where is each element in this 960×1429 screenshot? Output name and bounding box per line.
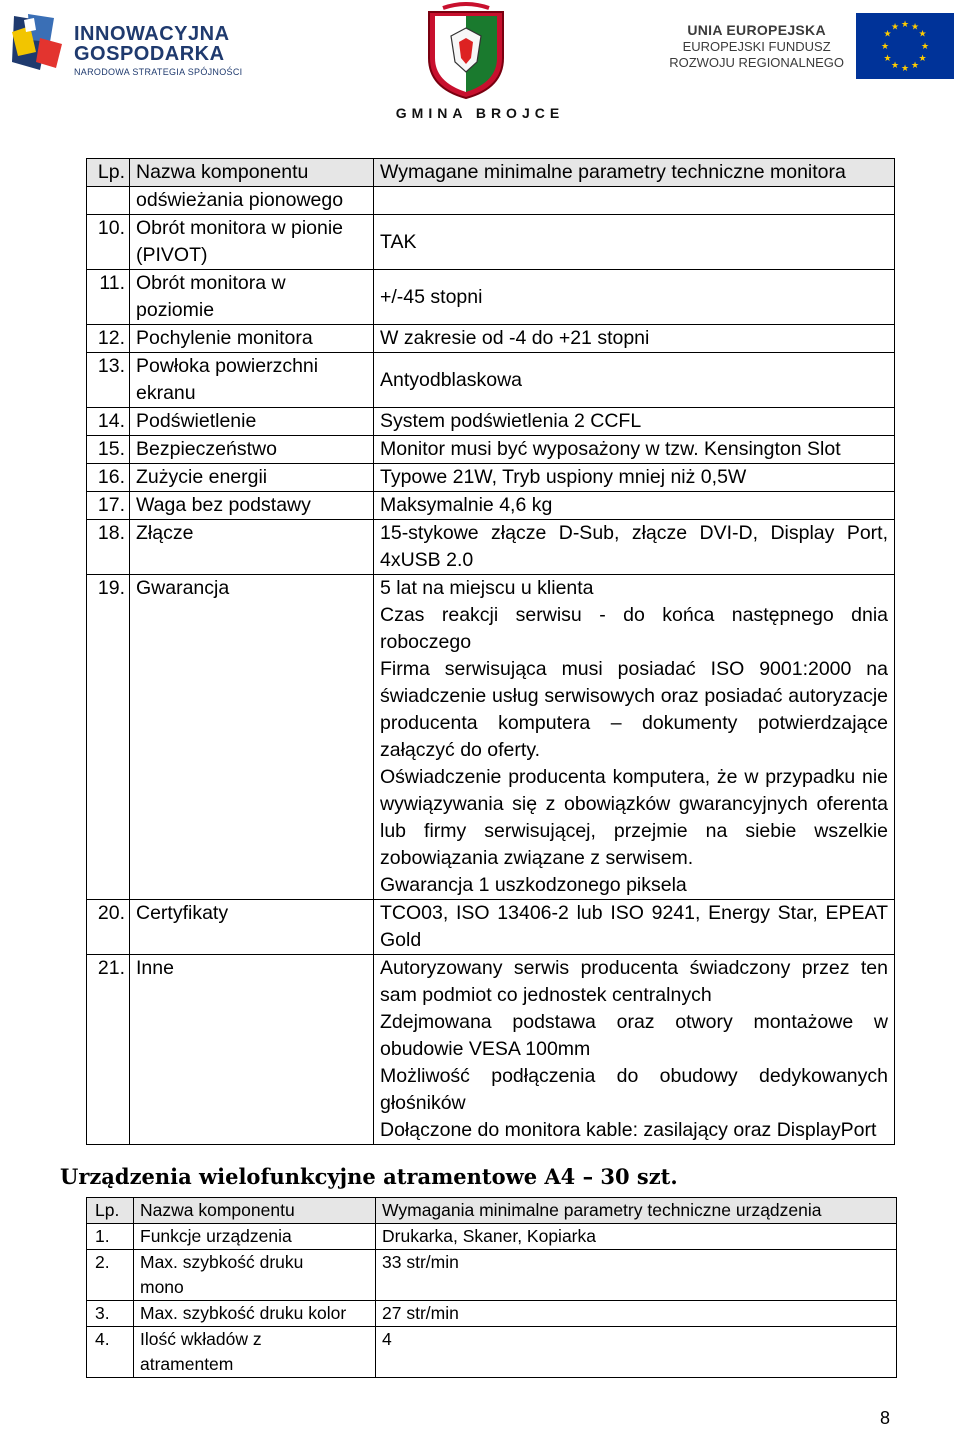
table-row	[87, 1301, 897, 1327]
gmina-caption: GMINA BROJCE	[395, 105, 565, 121]
table-row	[87, 1250, 897, 1301]
row-name: Obrót monitora w poziomie	[130, 270, 374, 325]
table-row	[87, 353, 895, 408]
table-row	[87, 520, 895, 575]
row-lp: 17.	[87, 492, 130, 520]
row-name: Zużycie energii	[130, 464, 374, 492]
row-lp: 12.	[87, 325, 130, 353]
value-paragraph: Zdejmowana podstawa oraz otwory montażowe w obudowie VESA 100mm	[380, 1011, 888, 1060]
innowacyjna-gospodarka-logo	[10, 12, 250, 78]
eu-line-2: EUROPEJSKI FUNDUSZ	[682, 39, 831, 54]
table-row	[87, 215, 895, 270]
row-value: W zakresie od -4 do +21 stopni	[374, 325, 895, 353]
row-name: Powłoka powierzchni ekranu	[130, 353, 374, 408]
row-lp: 20.	[87, 900, 130, 955]
value-paragraph: Dołączone do monitora kable: zasilający oraz DisplayPort	[380, 1119, 877, 1141]
row-name: Max. szybkość druku kolor	[134, 1301, 376, 1327]
row-lp: 15.	[87, 436, 130, 464]
row-lp	[87, 187, 130, 215]
row-value	[374, 575, 895, 900]
value-paragraph: 5 lat na miejscu u klienta	[380, 577, 594, 599]
table-row	[87, 900, 895, 955]
value-paragraph: Firma serwisująca musi posiadać ISO 9001:2000 na świadczenie usług serwisowych oraz posiadać autoryzacje producenta komputera – dokumenty potwierdzające załączyć do oferty.	[380, 658, 888, 761]
value-paragraph: Możliwość podłączenia do obudowy dedykowanych głośników	[380, 1065, 888, 1114]
eu-fund-logo-text	[669, 22, 844, 71]
row-lp: 16.	[87, 464, 130, 492]
header-component: Nazwa komponentu	[134, 1198, 376, 1224]
svg-text:★: ★	[918, 29, 927, 40]
header-parameters: Wymagania minimalne parametry techniczne urządzenia	[376, 1198, 897, 1224]
row-name: Funkcje urządzenia	[134, 1224, 376, 1250]
svg-text:★: ★	[918, 54, 927, 64]
table-header-row	[87, 1198, 897, 1224]
eu-flag-icon	[856, 13, 954, 79]
svg-text:★: ★	[890, 22, 900, 33]
row-lp: 19.	[87, 575, 130, 900]
svg-text:★: ★	[890, 61, 900, 71]
row-value: 4	[376, 1327, 897, 1378]
row-value	[374, 955, 895, 1145]
row-lp: 10.	[87, 215, 130, 270]
value-paragraph: Oświadczenie producenta komputera, że w przypadku nie wywiązywania się z obowiązków gwarancyjnych oferenta lub firmy serwisującej, przejmie na siebie wszelkie zobowiązania związane z serwisem.	[380, 766, 888, 869]
table-row	[87, 436, 895, 464]
row-name: Inne	[130, 955, 374, 1145]
table-row	[87, 1224, 897, 1250]
table-row	[87, 187, 895, 215]
row-name: Złącze	[130, 520, 374, 575]
innowacyjna-gospodarka-emblem-icon	[10, 12, 66, 74]
row-value: Typowe 21W, Tryb uspiony mniej niż 0,5W	[374, 464, 895, 492]
row-value	[374, 187, 895, 215]
svg-text:★: ★	[920, 42, 930, 52]
table-row	[87, 575, 895, 900]
page-number: 8	[880, 1408, 891, 1428]
monitor-spec-table	[86, 158, 895, 1145]
value-paragraph: Czas reakcji serwisu - do końca następnego dnia roboczego	[380, 604, 888, 653]
svg-text:★: ★	[910, 61, 920, 71]
table-row	[87, 492, 895, 520]
row-value: Maksymalnie 4,6 kg	[374, 492, 895, 520]
header-parameters: Wymagane minimalne parametry techniczne monitora	[374, 159, 895, 187]
page-header	[0, 0, 960, 135]
row-name: Gwarancja	[130, 575, 374, 900]
row-lp: 1.	[87, 1224, 134, 1250]
table-row	[87, 325, 895, 353]
row-name: Certyfikaty	[130, 900, 374, 955]
header-component: Nazwa komponentu	[130, 159, 374, 187]
section-title: Urządzenia wielofunkcyjne atramentowe A4 – 30 szt.	[60, 1164, 678, 1189]
eu-line-1: UNIA EUROPEJSKA	[687, 22, 826, 38]
table-row	[87, 955, 895, 1145]
svg-text:★: ★	[883, 29, 892, 40]
printer-spec-table	[86, 1197, 897, 1378]
table-row	[87, 1327, 897, 1378]
table-row	[87, 270, 895, 325]
row-value: Antyodblaskowa	[374, 353, 895, 408]
value-paragraph: Gwarancja 1 uszkodzonego piksela	[380, 874, 687, 896]
logo-line-2: GOSPODARKA	[74, 43, 225, 65]
logo-line-3: NARODOWA STRATEGIA SPÓJNOŚCI	[74, 67, 243, 77]
row-lp: 14.	[87, 408, 130, 436]
row-name: Podświetlenie	[130, 408, 374, 436]
row-lp: 11.	[87, 270, 130, 325]
svg-text:★: ★	[910, 22, 920, 33]
row-value: Monitor musi być wyposażony w tzw. Kensington Slot	[374, 436, 895, 464]
row-name: Pochylenie monitora	[130, 325, 374, 353]
header-lp: Lp.	[87, 1198, 134, 1224]
row-name: Bezpieczeństwo	[130, 436, 374, 464]
svg-text:★: ★	[900, 20, 910, 30]
row-lp: 13.	[87, 353, 130, 408]
row-value: System podświetlenia 2 CCFL	[374, 408, 895, 436]
eu-line-3: ROZWOJU REGIONALNEGO	[669, 55, 844, 70]
table-header-row	[87, 159, 895, 187]
row-value: 27 str/min	[376, 1301, 897, 1327]
header-lp: Lp.	[87, 159, 130, 187]
row-value: TAK	[374, 215, 895, 270]
row-value: Drukarka, Skaner, Kopiarka	[376, 1224, 897, 1250]
row-name: Ilość wkładów z atramentem	[134, 1327, 376, 1378]
row-name: Waga bez podstawy	[130, 492, 374, 520]
svg-text:★: ★	[880, 42, 890, 52]
row-value: TCO03, ISO 13406-2 lub ISO 9241, Energy Star, EPEAT Gold	[374, 900, 895, 955]
row-name: Max. szybkość druku mono	[134, 1250, 376, 1301]
svg-text:★: ★	[883, 54, 892, 64]
value-paragraph: Autoryzowany serwis producenta świadczony przez ten sam podmiot co jednostek centralnych	[380, 957, 888, 1006]
row-lp: 18.	[87, 520, 130, 575]
row-lp: 2.	[87, 1250, 134, 1301]
row-name: Obrót monitora w pionie (PIVOT)	[130, 215, 374, 270]
table-row	[87, 408, 895, 436]
gmina-brojce-crest-icon	[421, 2, 511, 100]
row-value: 15-stykowe złącze D-Sub, złącze DVI-D, Display Port, 4xUSB 2.0	[374, 520, 895, 575]
logo-line-1: INNOWACYJNA	[74, 23, 230, 45]
row-lp: 3.	[87, 1301, 134, 1327]
row-lp: 4.	[87, 1327, 134, 1378]
row-value: 33 str/min	[376, 1250, 897, 1301]
svg-text:★: ★	[900, 64, 910, 74]
row-name: odświeżania pionowego	[130, 187, 374, 215]
table-row	[87, 464, 895, 492]
row-value: +/-45 stopni	[374, 270, 895, 325]
row-lp: 21.	[87, 955, 130, 1145]
